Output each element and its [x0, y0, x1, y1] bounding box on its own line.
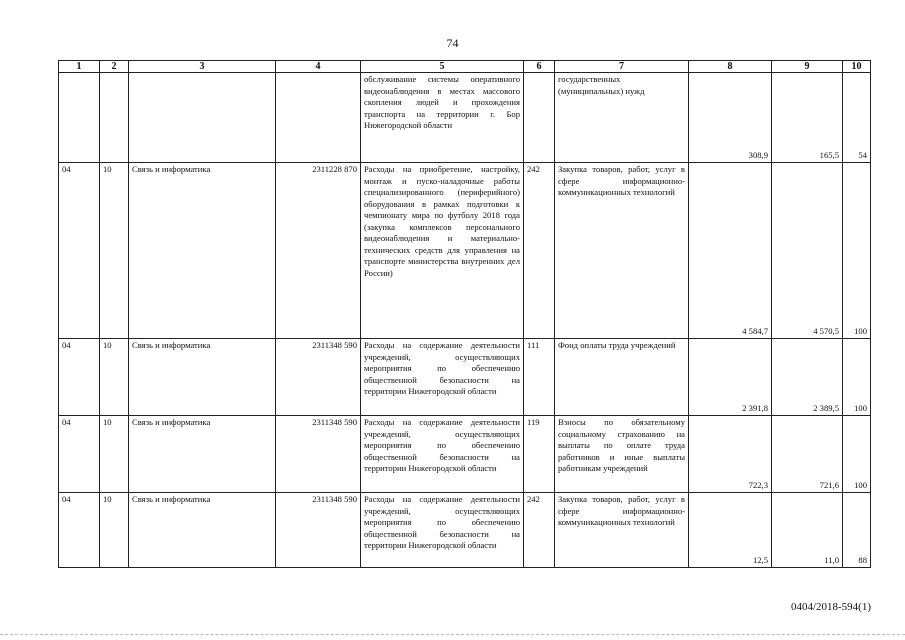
header-col-1: 1	[59, 61, 100, 73]
expense-type-code	[524, 73, 555, 163]
planned-value: 722,3	[689, 416, 772, 493]
section-code: 04	[59, 416, 100, 493]
expense-type-name: Фонд оплаты труда учреждений	[555, 339, 689, 416]
section-name	[129, 73, 276, 163]
target-article-code: 2311348 590	[276, 493, 361, 568]
document-reference: 0404/2018-594(1)	[790, 601, 871, 613]
header-col-4: 4	[276, 61, 361, 73]
table-row	[59, 493, 871, 568]
actual-value: 721,6	[772, 416, 843, 493]
page-number: 74	[446, 36, 459, 50]
section-name: Связь и информатика	[129, 339, 276, 416]
subsection-code: 10	[100, 416, 129, 493]
expense-type-code: 111	[524, 339, 555, 416]
header-col-3: 3	[129, 61, 276, 73]
planned-value: 12,5	[689, 493, 772, 568]
execution-percent: 54	[843, 73, 871, 163]
actual-value: 4 570,5	[772, 163, 843, 339]
section-code: 04	[59, 493, 100, 568]
subsection-code: 10	[100, 339, 129, 416]
subsection-code: 10	[100, 493, 129, 568]
header-col-9: 9	[772, 61, 843, 73]
header-col-10: 10	[843, 61, 871, 73]
header-col-6: 6	[524, 61, 555, 73]
target-article-code: 2311348 590	[276, 339, 361, 416]
header-col-8: 8	[689, 61, 772, 73]
execution-percent: 100	[843, 163, 871, 339]
expense-description: обслуживание системы оперативного видеонаблюдения в местах массового скопления людей и прохождения транспорта на территории г. Бор Нижегородской области	[361, 73, 524, 163]
table-row	[59, 339, 871, 416]
section-name: Связь и информатика	[129, 163, 276, 339]
section-code: 04	[59, 163, 100, 339]
actual-value: 11,0	[772, 493, 843, 568]
planned-value: 308,9	[689, 73, 772, 163]
section-name: Связь и информатика	[129, 416, 276, 493]
execution-percent: 100	[843, 416, 871, 493]
section-code: 04	[59, 339, 100, 416]
target-article-code: 2311348 590	[276, 416, 361, 493]
execution-percent: 100	[843, 339, 871, 416]
table-row	[59, 73, 871, 163]
expense-type-name: Закупка товаров, работ, услуг в сфере информационно-коммуникационных технологий	[555, 163, 689, 339]
expense-description: Расходы на содержание деятельности учреждений, осуществляющих мероприятия по обеспечению общественной безопасности на территории Нижегородской области	[361, 339, 524, 416]
budget-table	[58, 60, 871, 568]
header-col-2: 2	[100, 61, 129, 73]
table-header-row	[59, 61, 871, 73]
expense-type-name: государственных (муниципальных) нужд	[555, 73, 689, 163]
expense-description: Расходы на содержание деятельности учреждений, осуществляющих мероприятия по обеспечению общественной безопасности на территории Нижегородской области	[361, 416, 524, 493]
target-article-code: 2311228 870	[276, 163, 361, 339]
table-row	[59, 163, 871, 339]
expense-type-code: 119	[524, 416, 555, 493]
planned-value: 4 584,7	[689, 163, 772, 339]
header-col-5: 5	[361, 61, 524, 73]
actual-value: 2 389,5	[772, 339, 843, 416]
expense-type-name: Закупка товаров, работ, услуг в сфере информационно-коммуникационных технологий	[555, 493, 689, 568]
planned-value: 2 391,8	[689, 339, 772, 416]
subsection-code: 10	[100, 163, 129, 339]
subsection-code	[100, 73, 129, 163]
expense-type-code: 242	[524, 493, 555, 568]
table-row	[59, 416, 871, 493]
expense-type-code: 242	[524, 163, 555, 339]
header-col-7: 7	[555, 61, 689, 73]
execution-percent: 88	[843, 493, 871, 568]
target-article-code	[276, 73, 361, 163]
scan-edge-divider	[0, 634, 905, 635]
expense-type-name: Взносы по обязательному социальному страхованию на выплаты по оплате труда работников и иные выплаты работникам учреждений	[555, 416, 689, 493]
expense-description: Расходы на приобретение, настройку, монтаж и пуско-наладочные работы специализированного (периферийного) оборудования в рамках подготовки к чемпионату мира по футболу 2018 года (закупка комплексов персонального видеонаблюдения и материально-технических средств для управления на транспорте министерства внутренних дел России)	[361, 163, 524, 339]
section-name: Связь и информатика	[129, 493, 276, 568]
actual-value: 165,5	[772, 73, 843, 163]
expense-description: Расходы на содержание деятельности учреждений, осуществляющих мероприятия по обеспечению общественной безопасности на территории Нижегородской области	[361, 493, 524, 568]
section-code	[59, 73, 100, 163]
